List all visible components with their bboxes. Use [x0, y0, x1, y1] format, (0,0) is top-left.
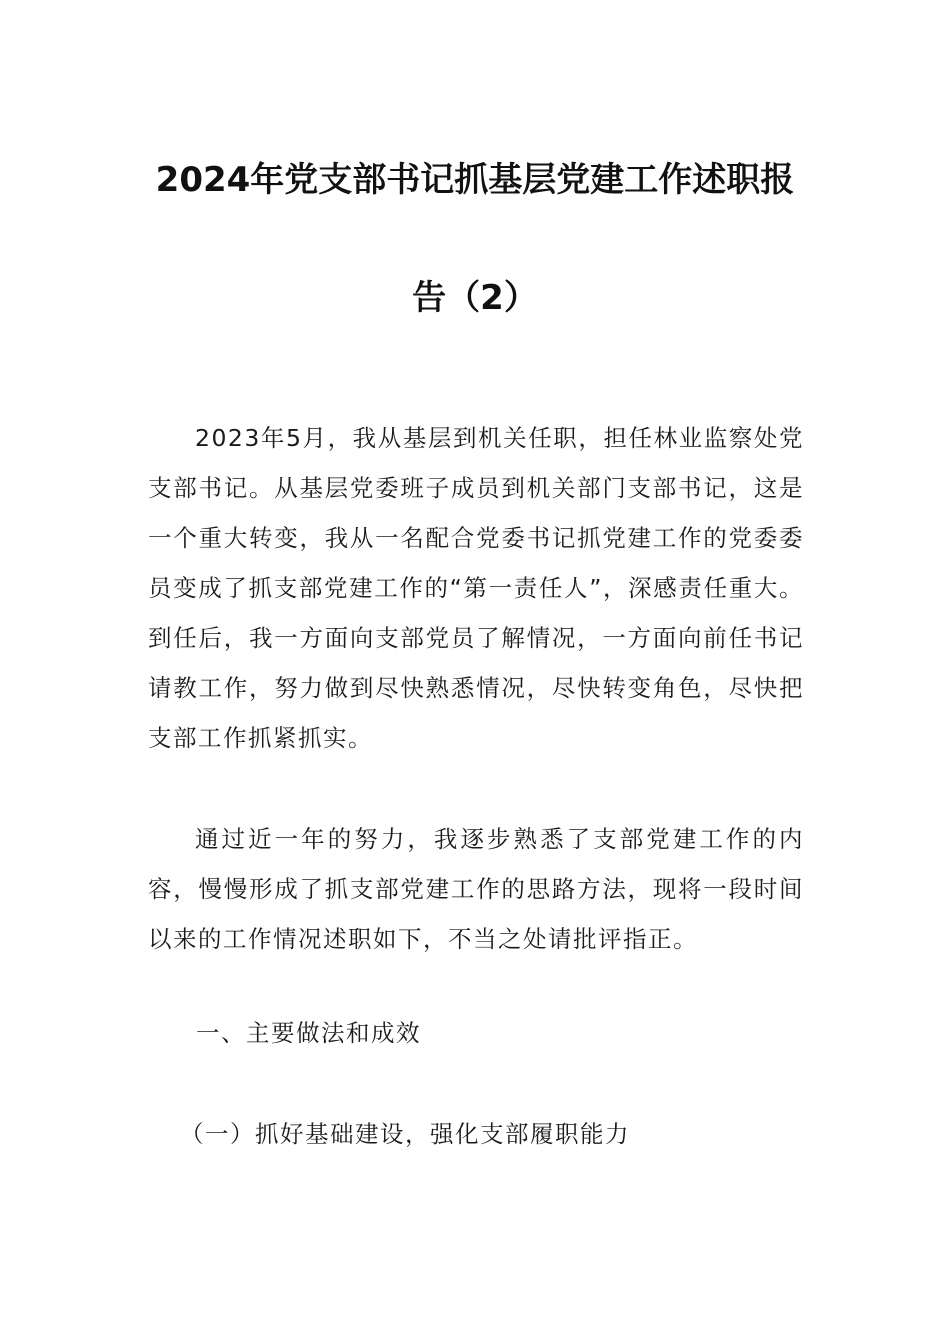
- body-paragraph-2: 通过近一年的努力，我逐步熟悉了支部党建工作的内容，慢慢形成了抓支部党建工作的思路方法，现将一段时间以来的工作情况述职如下，不当之处请批评指正。: [148, 825, 804, 953]
- section-heading: 一、主要做法和成效: [196, 1019, 421, 1047]
- document-title-line-2: 告（2）: [412, 278, 538, 318]
- body-paragraph-1: 2023年5月，我从基层到机关任职，担任林业监察处党支部书记。从基层党委班子成员到机关部门支部书记，这是一个重大转变，我从一名配合党委书记抓党建工作的党委委员变成了抓支部党建工作的“第一责任人”，深感责任重大。到任后，我一方面向支部党员了解情况，一方面向前任书记请教工作，努力做到尽快熟悉情况，尽快转变角色，尽快把支部工作抓紧抓实。: [148, 424, 804, 752]
- subsection-heading: （一）抓好基础建设，强化支部履职能力: [180, 1120, 630, 1148]
- document-title-line-1: 2024年党支部书记抓基层党建工作述职报: [155, 160, 795, 200]
